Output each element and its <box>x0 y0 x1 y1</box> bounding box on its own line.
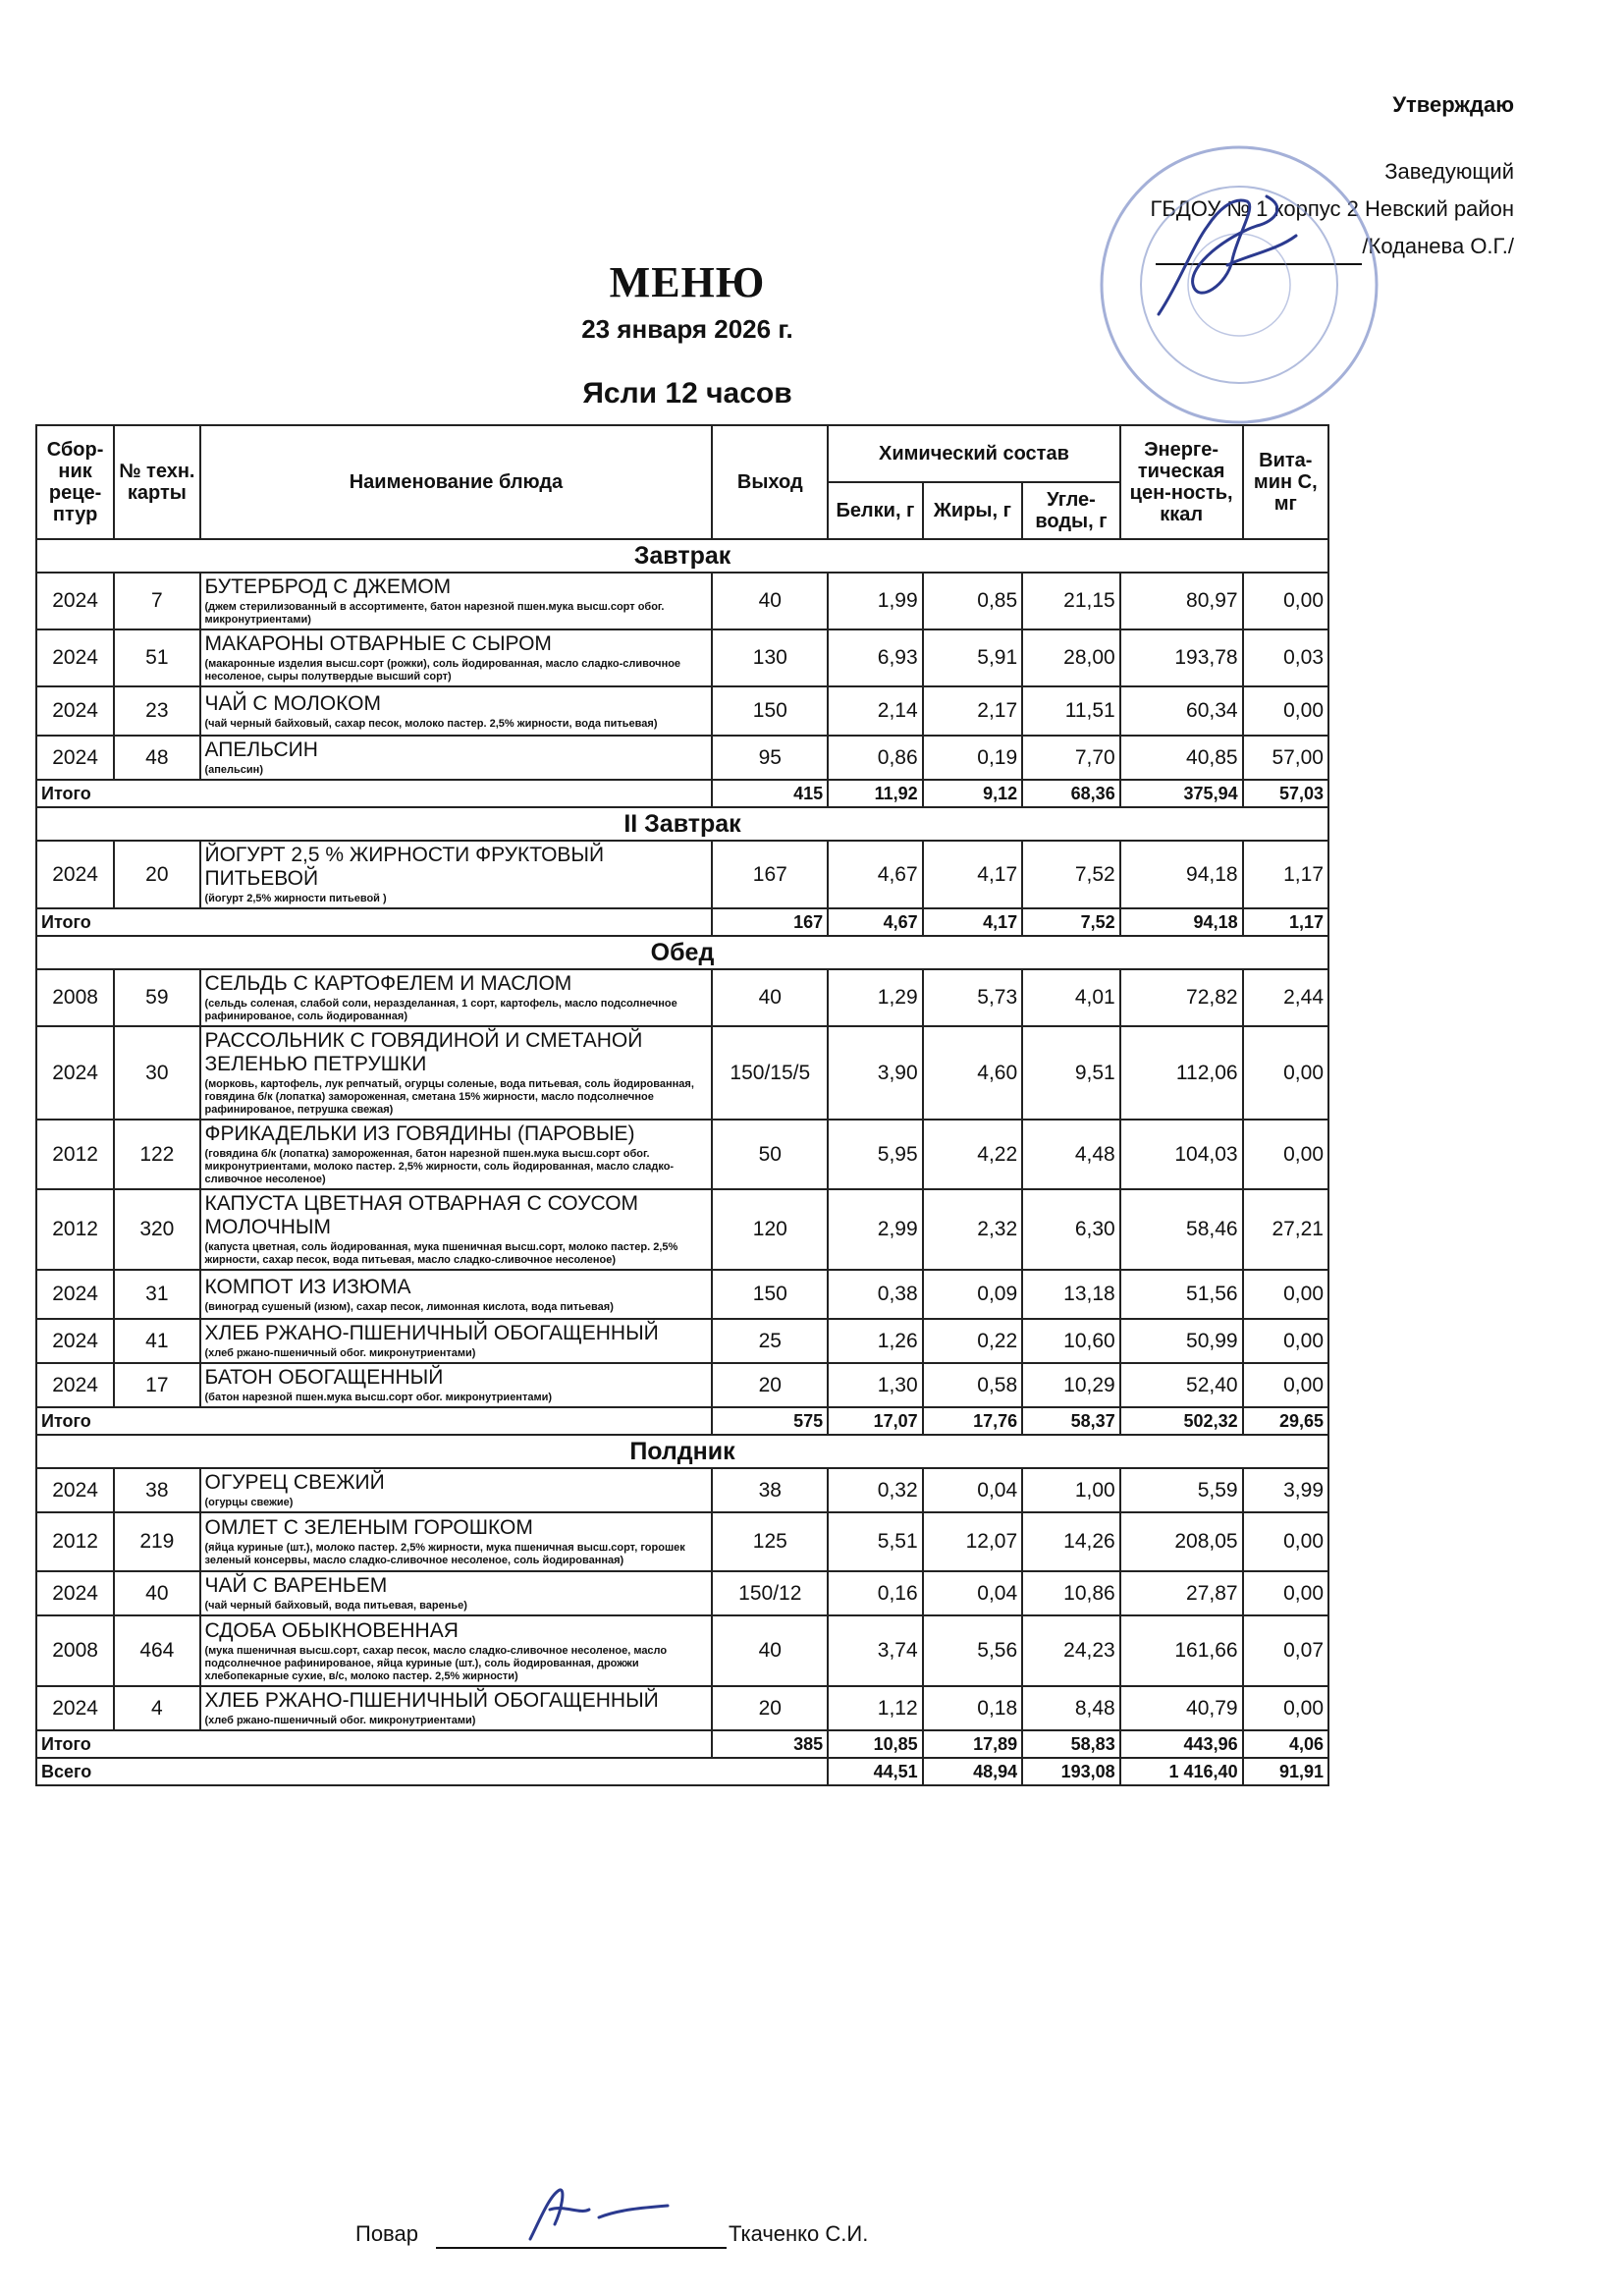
table-row <box>36 686 1328 736</box>
table-row <box>36 1120 1328 1189</box>
cell-protein: 1,99 <box>828 573 922 629</box>
cell-carbs: 9,51 <box>1022 1026 1120 1120</box>
table-header <box>36 425 1328 539</box>
menu-table <box>35 424 1329 1786</box>
section-title: Обед <box>36 936 1328 969</box>
grand-total-energy: 1 416,40 <box>1120 1758 1243 1785</box>
cell-carbs: 11,51 <box>1022 686 1120 736</box>
cell-output: 167 <box>712 841 828 908</box>
total-output: 167 <box>712 908 828 936</box>
cell-energy: 104,03 <box>1120 1120 1243 1189</box>
cell-sbornik: 2008 <box>36 969 114 1026</box>
cell-energy: 27,87 <box>1120 1571 1243 1615</box>
cell-energy: 94,18 <box>1120 841 1243 908</box>
total-carbs: 68,36 <box>1022 780 1120 807</box>
cell-protein: 2,14 <box>828 686 922 736</box>
section-row <box>36 1435 1328 1468</box>
cell-protein: 1,26 <box>828 1319 922 1363</box>
section-row <box>36 936 1328 969</box>
cell-fat: 0,04 <box>923 1468 1023 1512</box>
cell-carbs: 1,00 <box>1022 1468 1120 1512</box>
table-row <box>36 736 1328 780</box>
cell-sbornik: 2024 <box>36 841 114 908</box>
cell-energy: 40,79 <box>1120 1686 1243 1730</box>
total-energy: 443,96 <box>1120 1730 1243 1758</box>
cell-sbornik: 2024 <box>36 1686 114 1730</box>
cell-techcard: 40 <box>114 1571 199 1615</box>
dish-name: РАССОЛЬНИК С ГОВЯДИНОЙ И СМЕТАНОЙ ЗЕЛЕНЬЮ ПЕТРУШКИ <box>204 1029 643 1075</box>
cell-energy: 40,85 <box>1120 736 1243 780</box>
table-row <box>36 1571 1328 1615</box>
cell-sbornik: 2012 <box>36 1189 114 1270</box>
cell-techcard: 20 <box>114 841 199 908</box>
approval-title: Утверждаю <box>1392 92 1514 117</box>
cell-energy: 50,99 <box>1120 1319 1243 1363</box>
total-row <box>36 1407 1328 1435</box>
cook-label: Повар <box>355 2221 418 2246</box>
grand-total-vitamin: 91,91 <box>1243 1758 1328 1785</box>
cell-vitamin: 0,00 <box>1243 1512 1328 1571</box>
cell-energy: 51,56 <box>1120 1270 1243 1319</box>
dish-name: ХЛЕБ РЖАНО-ПШЕНИЧНЫЙ ОБОГАЩЕННЫЙ <box>204 1322 659 1344</box>
col-chem: Химический состав <box>828 425 1120 482</box>
total-fat: 9,12 <box>923 780 1023 807</box>
cook-name: Ткаченко С.И. <box>729 2221 869 2246</box>
cell-carbs: 21,15 <box>1022 573 1120 629</box>
dish-composition: (виноград сушеный (изюм), сахар песок, лимонная кислота, вода питьевая) <box>204 1300 614 1313</box>
table-row <box>36 1512 1328 1571</box>
col-sbornik: Сбор-ник реце-птур <box>36 425 114 539</box>
cell-vitamin: 0,07 <box>1243 1615 1328 1686</box>
dish-composition: (капуста цветная, соль йодированная, мука пшеничная высш.сорт, молоко пастер. 2,5% жирности, сахар песок, вода питьевая, масло сладко-сливочное несоленое) <box>204 1241 678 1266</box>
document-title-block <box>422 257 952 412</box>
cell-carbs: 6,30 <box>1022 1189 1120 1270</box>
cell-carbs: 7,70 <box>1022 736 1120 780</box>
cell-sbornik: 2024 <box>36 629 114 686</box>
cell-carbs: 14,26 <box>1022 1512 1120 1571</box>
cell-output: 20 <box>712 1686 828 1730</box>
col-fat: Жиры, г <box>923 482 1023 539</box>
cell-vitamin: 0,00 <box>1243 1686 1328 1730</box>
table-row <box>36 1189 1328 1270</box>
cell-protein: 0,38 <box>828 1270 922 1319</box>
cell-energy: 112,06 <box>1120 1026 1243 1120</box>
total-label: Итого <box>36 780 712 807</box>
table-row <box>36 1615 1328 1686</box>
cell-fat: 0,19 <box>923 736 1023 780</box>
total-fat: 17,89 <box>923 1730 1023 1758</box>
section-title: II Завтрак <box>36 807 1328 841</box>
dish-name: БУТЕРБРОД С ДЖЕМОМ <box>204 575 452 598</box>
cell-protein: 1,29 <box>828 969 922 1026</box>
cell-carbs: 10,60 <box>1022 1319 1120 1363</box>
cell-output: 150 <box>712 686 828 736</box>
table-row <box>36 629 1328 686</box>
dish-composition: (апельсин) <box>204 764 263 776</box>
cell-dish <box>200 1512 713 1571</box>
total-protein: 4,67 <box>828 908 922 936</box>
cell-vitamin: 0,00 <box>1243 1363 1328 1407</box>
cell-dish <box>200 1571 713 1615</box>
total-carbs: 58,83 <box>1022 1730 1120 1758</box>
document-title: МЕНЮ <box>609 258 766 306</box>
cell-carbs: 28,00 <box>1022 629 1120 686</box>
cell-output: 150/12 <box>712 1571 828 1615</box>
cell-techcard: 30 <box>114 1026 199 1120</box>
cell-sbornik: 2024 <box>36 1468 114 1512</box>
total-row <box>36 908 1328 936</box>
dish-composition: (йогурт 2,5% жирности питьевой ) <box>204 893 387 904</box>
cell-fat: 0,22 <box>923 1319 1023 1363</box>
cell-energy: 5,59 <box>1120 1468 1243 1512</box>
cell-techcard: 41 <box>114 1319 199 1363</box>
cell-carbs: 10,29 <box>1022 1363 1120 1407</box>
table-row <box>36 1319 1328 1363</box>
cell-fat: 4,17 <box>923 841 1023 908</box>
table-row <box>36 841 1328 908</box>
cell-dish <box>200 1363 713 1407</box>
dish-name: ФРИКАДЕЛЬКИ ИЗ ГОВЯДИНЫ (ПАРОВЫЕ) <box>204 1122 635 1145</box>
total-vitamin: 1,17 <box>1243 908 1328 936</box>
cell-fat: 5,91 <box>923 629 1023 686</box>
cell-dish <box>200 1686 713 1730</box>
dish-composition: (огурцы свежие) <box>204 1497 294 1508</box>
cell-dish <box>200 841 713 908</box>
cell-sbornik: 2012 <box>36 1512 114 1571</box>
cell-sbornik: 2008 <box>36 1615 114 1686</box>
cell-output: 40 <box>712 1615 828 1686</box>
cell-vitamin: 0,00 <box>1243 1120 1328 1189</box>
dish-composition: (джем стерилизованный в ассортименте, батон нарезной пшен.мука высш.сорт обог. микронутриентами) <box>204 601 665 626</box>
cell-protein: 0,16 <box>828 1571 922 1615</box>
total-energy: 502,32 <box>1120 1407 1243 1435</box>
cell-sbornik: 2024 <box>36 1026 114 1120</box>
cell-output: 130 <box>712 629 828 686</box>
cell-output: 50 <box>712 1120 828 1189</box>
cell-energy: 72,82 <box>1120 969 1243 1026</box>
cell-techcard: 7 <box>114 573 199 629</box>
cell-output: 20 <box>712 1363 828 1407</box>
cell-dish <box>200 969 713 1026</box>
cell-techcard: 31 <box>114 1270 199 1319</box>
cell-sbornik: 2024 <box>36 686 114 736</box>
total-label: Итого <box>36 1730 712 1758</box>
total-label: Итого <box>36 908 712 936</box>
grand-total-carbs: 193,08 <box>1022 1758 1120 1785</box>
cell-protein: 1,12 <box>828 1686 922 1730</box>
cell-output: 40 <box>712 969 828 1026</box>
cell-output: 25 <box>712 1319 828 1363</box>
cell-vitamin: 2,44 <box>1243 969 1328 1026</box>
total-vitamin: 29,65 <box>1243 1407 1328 1435</box>
dish-name: БАТОН ОБОГАЩЕННЫЙ <box>204 1366 444 1389</box>
cell-dish <box>200 686 713 736</box>
table-row <box>36 1468 1328 1512</box>
col-carbs: Угле-воды, г <box>1022 482 1120 539</box>
director-signature <box>1139 167 1316 334</box>
grand-total-protein: 44,51 <box>828 1758 922 1785</box>
total-vitamin: 57,03 <box>1243 780 1328 807</box>
dish-composition: (яйца куриные (шт.), молоко пастер. 2,5% жирности, мука пшеничная высш.сорт, горошек зеленый консервы, масло сладко-сливочное несоленое, соль йодированная) <box>204 1542 685 1566</box>
cell-fat: 0,18 <box>923 1686 1023 1730</box>
grand-total-fat: 48,94 <box>923 1758 1023 1785</box>
cell-protein: 3,90 <box>828 1026 922 1120</box>
col-name: Наименование блюда <box>200 425 713 539</box>
total-protein: 11,92 <box>828 780 922 807</box>
approval-organization: ГБДОУ № 1 корпус 2 Невский район <box>1150 196 1514 221</box>
total-energy: 375,94 <box>1120 780 1243 807</box>
cell-vitamin: 0,00 <box>1243 686 1328 736</box>
cell-output: 125 <box>712 1512 828 1571</box>
cell-dish <box>200 1270 713 1319</box>
cell-protein: 0,86 <box>828 736 922 780</box>
cell-techcard: 4 <box>114 1686 199 1730</box>
cell-fat: 0,85 <box>923 573 1023 629</box>
cell-fat: 2,32 <box>923 1189 1023 1270</box>
cell-output: 38 <box>712 1468 828 1512</box>
dish-name: ЧАЙ С МОЛОКОМ <box>204 691 381 715</box>
cell-fat: 4,60 <box>923 1026 1023 1120</box>
total-label: Итого <box>36 1407 712 1435</box>
cell-dish <box>200 1120 713 1189</box>
cell-output: 150/15/5 <box>712 1026 828 1120</box>
cell-protein: 3,74 <box>828 1615 922 1686</box>
cell-vitamin: 0,00 <box>1243 1270 1328 1319</box>
col-output: Выход <box>712 425 828 539</box>
table-body <box>36 539 1328 1785</box>
dish-name: ХЛЕБ РЖАНО-ПШЕНИЧНЫЙ ОБОГАЩЕННЫЙ <box>204 1689 659 1712</box>
dish-name: ЧАЙ С ВАРЕНЬЕМ <box>204 1574 388 1597</box>
cell-dish <box>200 1189 713 1270</box>
cell-dish <box>200 573 713 629</box>
total-protein: 10,85 <box>828 1730 922 1758</box>
total-row <box>36 780 1328 807</box>
cell-dish <box>200 1319 713 1363</box>
total-vitamin: 4,06 <box>1243 1730 1328 1758</box>
cell-dish <box>200 736 713 780</box>
dish-composition: (говядина б/к (лопатка) замороженная, батон нарезной пшен.мука высш.сорт обог. микронутриентами, молоко пастер. 2,5% жирности, соль йодированная, масло сладко-сливочное несоленое) <box>204 1148 675 1185</box>
cell-carbs: 4,48 <box>1022 1120 1120 1189</box>
cell-vitamin: 0,00 <box>1243 1026 1328 1120</box>
cell-sbornik: 2024 <box>36 1319 114 1363</box>
cell-techcard: 38 <box>114 1468 199 1512</box>
table-row <box>36 1026 1328 1120</box>
total-output: 415 <box>712 780 828 807</box>
cook-signature <box>511 2180 677 2249</box>
total-output: 385 <box>712 1730 828 1758</box>
total-carbs: 7,52 <box>1022 908 1120 936</box>
table-row <box>36 1363 1328 1407</box>
cell-sbornik: 2024 <box>36 1571 114 1615</box>
cell-dish <box>200 1026 713 1120</box>
cell-techcard: 59 <box>114 969 199 1026</box>
table-row <box>36 969 1328 1026</box>
total-row <box>36 1730 1328 1758</box>
cell-vitamin: 0,00 <box>1243 1319 1328 1363</box>
cell-techcard: 23 <box>114 686 199 736</box>
cell-techcard: 17 <box>114 1363 199 1407</box>
cell-fat: 5,73 <box>923 969 1023 1026</box>
cell-output: 40 <box>712 573 828 629</box>
dish-name: КАПУСТА ЦВЕТНАЯ ОТВАРНАЯ С СОУСОМ МОЛОЧНЫМ <box>204 1192 639 1238</box>
cell-energy: 60,34 <box>1120 686 1243 736</box>
cell-sbornik: 2012 <box>36 1120 114 1189</box>
cell-output: 120 <box>712 1189 828 1270</box>
cell-techcard: 48 <box>114 736 199 780</box>
cell-fat: 4,22 <box>923 1120 1023 1189</box>
total-fat: 4,17 <box>923 908 1023 936</box>
dish-composition: (батон нарезной пшен.мука высш.сорт обог. микронутриентами) <box>204 1392 553 1403</box>
table-row <box>36 573 1328 629</box>
dish-composition: (морковь, картофель, лук репчатый, огурцы соленые, вода питьевая, соль йодированная, говядина б/к (лопатка) замороженная, сметана 15% жирности, масло подсолнечное рафинированое, петрушка свежая) <box>204 1078 694 1116</box>
cell-protein: 1,30 <box>828 1363 922 1407</box>
total-energy: 94,18 <box>1120 908 1243 936</box>
dish-name: АПЕЛЬСИН <box>204 738 318 761</box>
dish-name: МАКАРОНЫ ОТВАРНЫЕ С СЫРОМ <box>204 632 552 655</box>
dish-composition: (сельдь соленая, слабой соли, неразделанная, 1 сорт, картофель, масло подсолнечное рафинированое, соль йодированная) <box>204 998 677 1022</box>
cell-vitamin: 27,21 <box>1243 1189 1328 1270</box>
dish-name: КОМПОТ ИЗ ИЗЮМА <box>204 1275 411 1298</box>
cell-sbornik: 2024 <box>36 573 114 629</box>
document-date: 23 января 2026 г. <box>581 314 793 344</box>
cell-energy: 193,78 <box>1120 629 1243 686</box>
dish-composition: (хлеб ржано-пшеничный обог. микронутриентами) <box>204 1347 476 1359</box>
dish-composition: (чай черный байховый, сахар песок, молоко пастер. 2,5% жирности, вода питьевая) <box>204 717 658 730</box>
dish-composition: (хлеб ржано-пшеничный обог. микронутриентами) <box>204 1715 476 1726</box>
cell-vitamin: 3,99 <box>1243 1468 1328 1512</box>
col-techcard: № техн. карты <box>114 425 199 539</box>
dish-composition: (чай черный байховый, вода питьевая, варенье) <box>204 1600 467 1612</box>
cell-energy: 52,40 <box>1120 1363 1243 1407</box>
cell-protein: 2,99 <box>828 1189 922 1270</box>
cell-output: 95 <box>712 736 828 780</box>
dish-composition: (мука пшеничная высш.сорт, сахар песок, масло сладко-сливочное несоленое, масло подсолнечное рафинированое, яйца куриные (шт.), соль йодированная, дрожжи хлебопекарные сухие, в/с, молоко пастер. 2,5% жирности) <box>204 1644 668 1682</box>
approval-position: Заведующий <box>1384 159 1514 184</box>
cell-fat: 0,04 <box>923 1571 1023 1615</box>
grand-total-row <box>36 1758 1328 1785</box>
section-title: Завтрак <box>36 539 1328 573</box>
section-title: Полдник <box>36 1435 1328 1468</box>
col-energy: Энерге-тическая цен-ность, ккал <box>1120 425 1243 539</box>
table-row <box>36 1686 1328 1730</box>
dish-name: ОМЛЕТ С ЗЕЛЕНЫМ ГОРОШКОМ <box>204 1516 533 1539</box>
cell-dish <box>200 629 713 686</box>
cell-output: 150 <box>712 1270 828 1319</box>
cell-vitamin: 0,03 <box>1243 629 1328 686</box>
cell-techcard: 51 <box>114 629 199 686</box>
cell-fat: 0,09 <box>923 1270 1023 1319</box>
cell-fat: 5,56 <box>923 1615 1023 1686</box>
dish-composition: (макаронные изделия высш.сорт (рожки), соль йодированная, масло сладко-сливочное несоленое, сыры полутвердые высший сорт) <box>204 658 681 683</box>
cell-vitamin: 57,00 <box>1243 736 1328 780</box>
dish-name: СДОБА ОБЫКНОВЕННАЯ <box>204 1618 459 1642</box>
cell-techcard: 219 <box>114 1512 199 1571</box>
cell-energy: 80,97 <box>1120 573 1243 629</box>
cell-protein: 5,51 <box>828 1512 922 1571</box>
cell-techcard: 122 <box>114 1120 199 1189</box>
cell-energy: 161,66 <box>1120 1615 1243 1686</box>
cell-fat: 2,17 <box>923 686 1023 736</box>
total-output: 575 <box>712 1407 828 1435</box>
dish-name: ЙОГУРТ 2,5 % ЖИРНОСТИ ФРУКТОВЫЙ ПИТЬЕВОЙ <box>204 844 605 890</box>
cell-carbs: 8,48 <box>1022 1686 1120 1730</box>
cell-carbs: 13,18 <box>1022 1270 1120 1319</box>
cell-carbs: 4,01 <box>1022 969 1120 1026</box>
cell-protein: 0,32 <box>828 1468 922 1512</box>
section-row <box>36 539 1328 573</box>
document-group: Ясли 12 часов <box>582 377 792 410</box>
total-fat: 17,76 <box>923 1407 1023 1435</box>
cell-sbornik: 2024 <box>36 1270 114 1319</box>
grand-total-label: Всего <box>36 1758 828 1785</box>
total-carbs: 58,37 <box>1022 1407 1120 1435</box>
section-row <box>36 807 1328 841</box>
cell-carbs: 24,23 <box>1022 1615 1120 1686</box>
cell-fat: 12,07 <box>923 1512 1023 1571</box>
cell-sbornik: 2024 <box>36 736 114 780</box>
col-vitamin: Вита-мин С, мг <box>1243 425 1328 539</box>
cell-techcard: 464 <box>114 1615 199 1686</box>
cell-vitamin: 0,00 <box>1243 573 1328 629</box>
dish-name: СЕЛЬДЬ С КАРТОФЕЛЕМ И МАСЛОМ <box>204 972 572 995</box>
cell-protein: 4,67 <box>828 841 922 908</box>
col-protein: Белки, г <box>828 482 922 539</box>
dish-name: ОГУРЕЦ СВЕЖИЙ <box>204 1471 385 1494</box>
approval-signatory: /Коданева О.Г./ <box>1362 234 1514 258</box>
cell-vitamin: 0,00 <box>1243 1571 1328 1615</box>
cell-energy: 208,05 <box>1120 1512 1243 1571</box>
cell-dish <box>200 1468 713 1512</box>
cell-protein: 6,93 <box>828 629 922 686</box>
cell-energy: 58,46 <box>1120 1189 1243 1270</box>
cell-techcard: 320 <box>114 1189 199 1270</box>
table-row <box>36 1270 1328 1319</box>
cell-protein: 5,95 <box>828 1120 922 1189</box>
total-protein: 17,07 <box>828 1407 922 1435</box>
cell-carbs: 7,52 <box>1022 841 1120 908</box>
cell-vitamin: 1,17 <box>1243 841 1328 908</box>
cell-carbs: 10,86 <box>1022 1571 1120 1615</box>
cell-sbornik: 2024 <box>36 1363 114 1407</box>
cell-fat: 0,58 <box>923 1363 1023 1407</box>
cell-dish <box>200 1615 713 1686</box>
